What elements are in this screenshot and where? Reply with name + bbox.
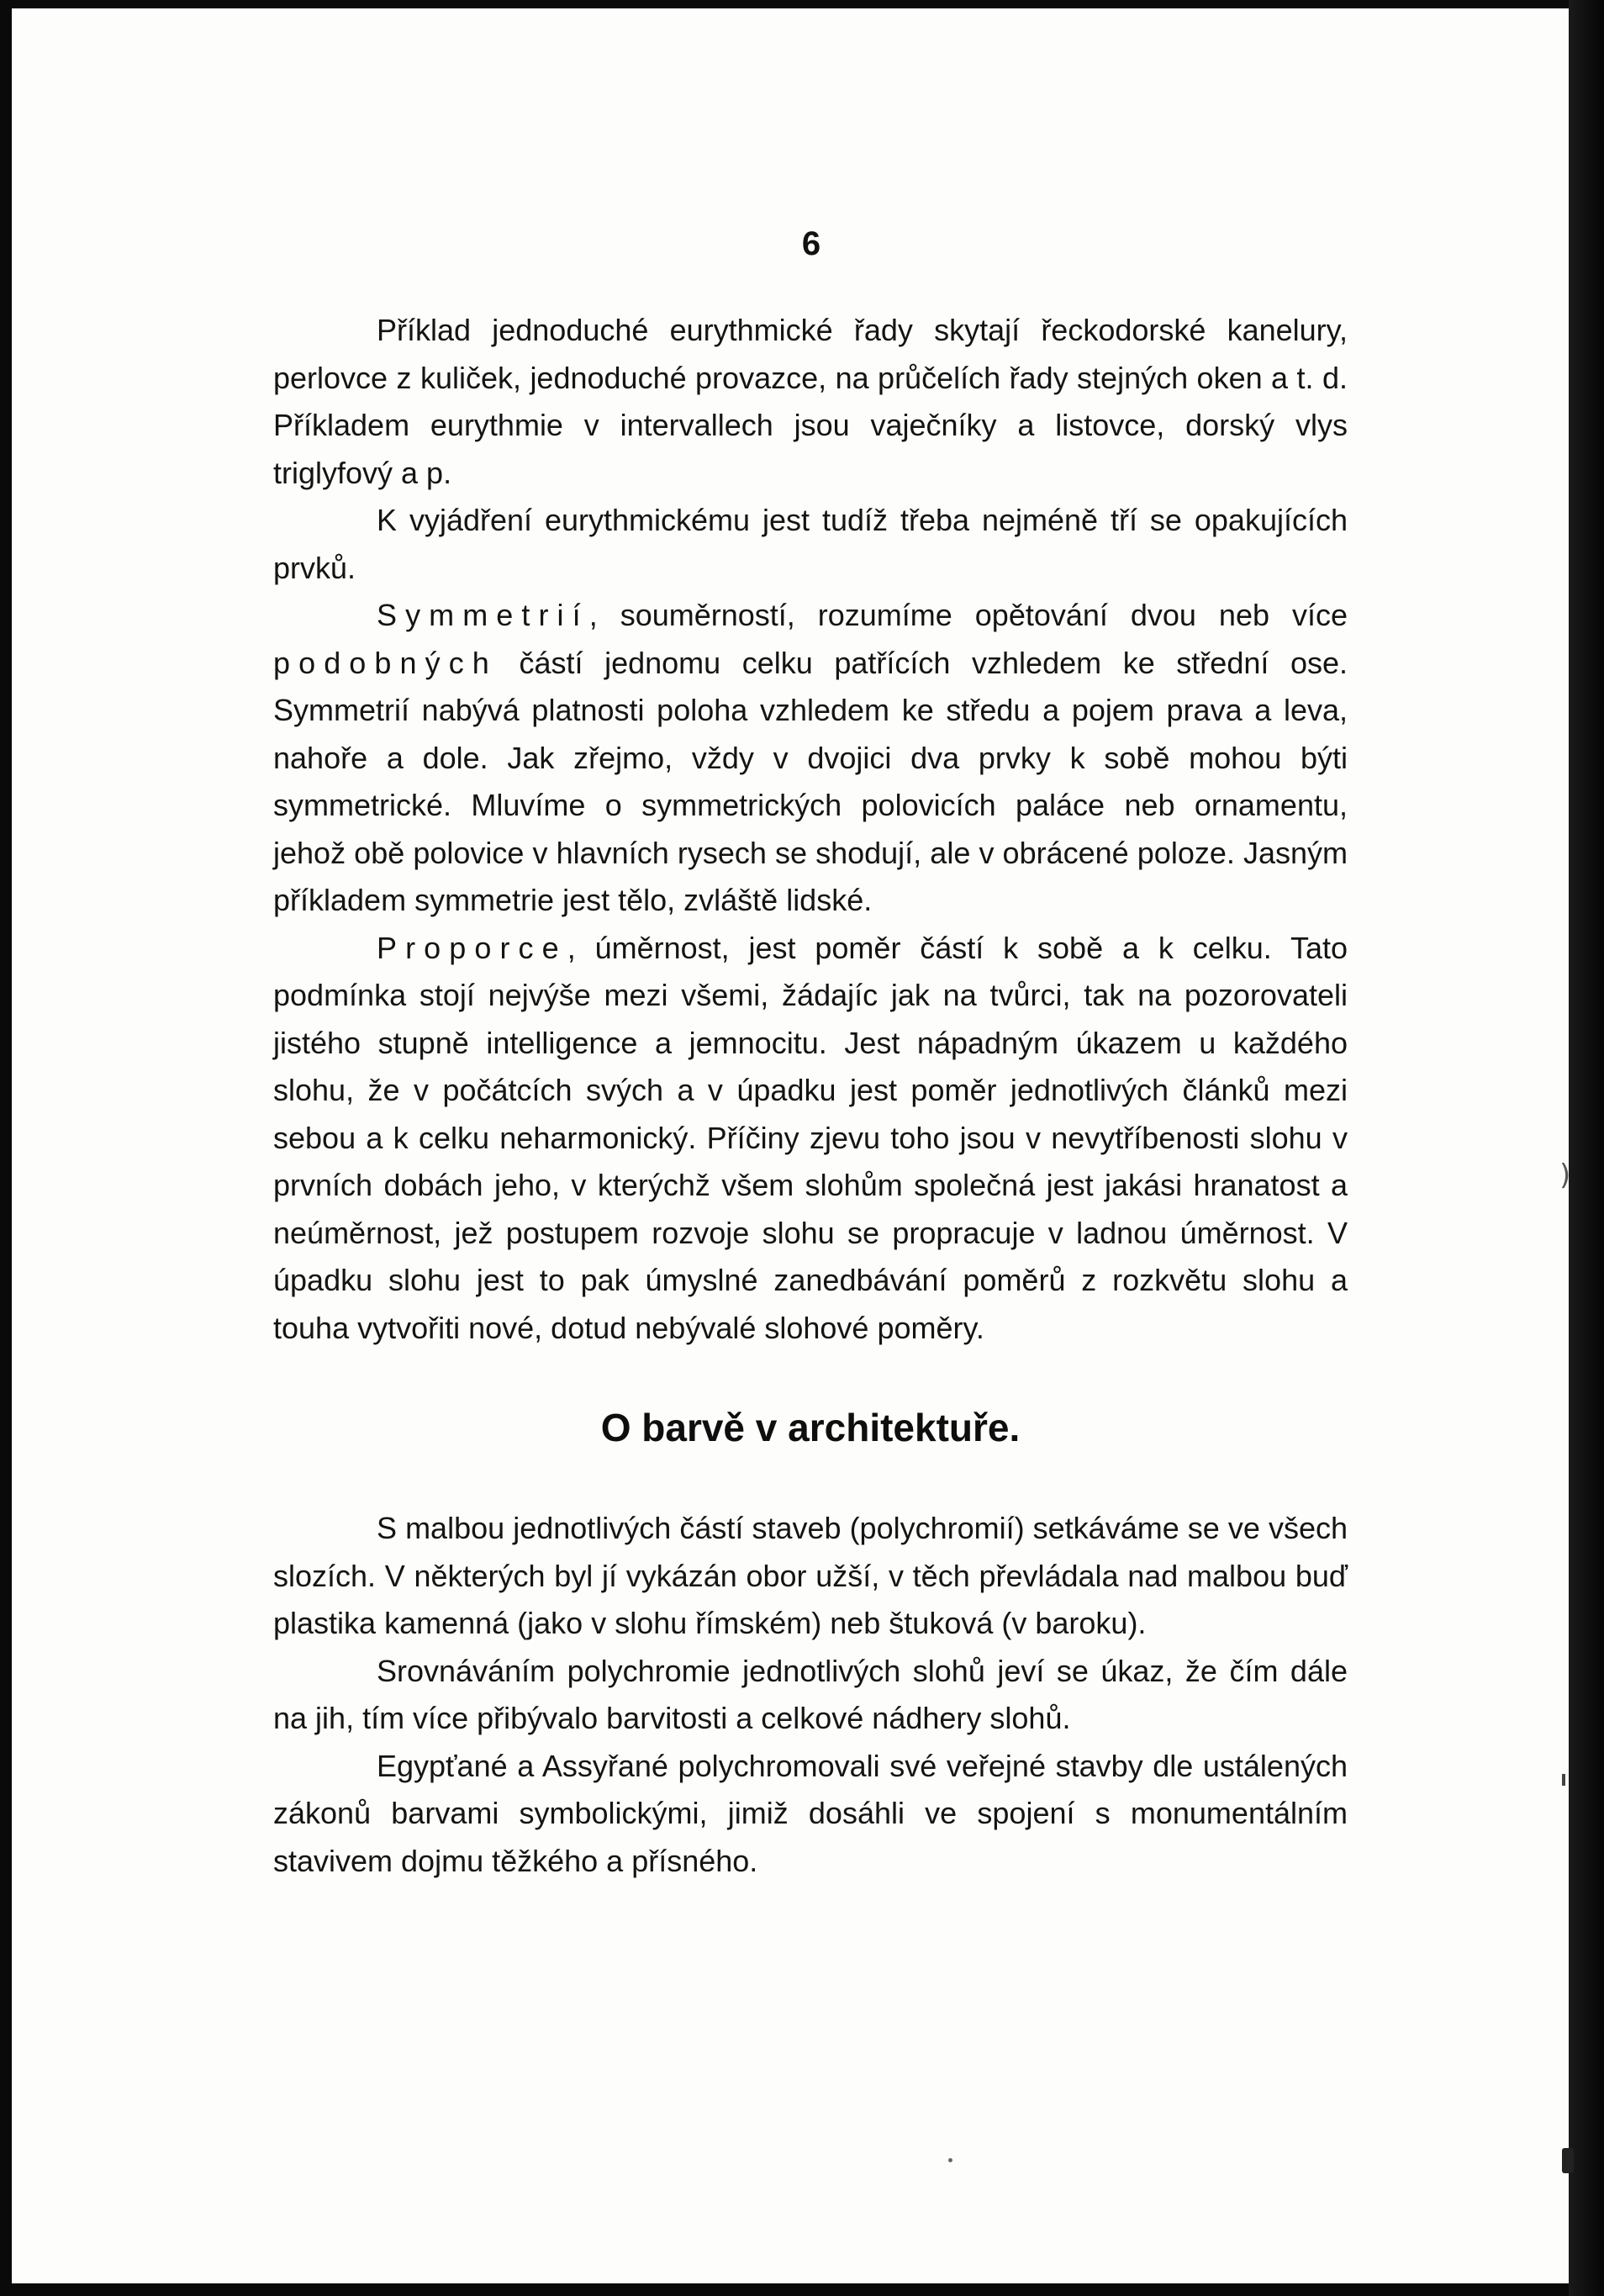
paragraph-proportion [273, 925, 1348, 1353]
ink-speck [948, 2158, 952, 2162]
emphasis-similar: podobných [273, 645, 498, 680]
symmetry-definition: , souměrností, rozumíme opětování dvou neb více [588, 598, 1348, 632]
term-proportion: Proporce [377, 930, 567, 965]
paragraph-eurythmy-examples: Příklad jednoduché eurythmické řady skytají řeckodorské kanelury, perlovce z kuliček, jednoduché provazce, na průčelích řady stejných oken a t. d. Příkladem eurythmie v intervallech jsou vaječníky a listovce, dorský vlys triglyfový a p. [273, 313, 1348, 490]
page-edge-shadow [1569, 0, 1604, 2296]
proportion-body: , úměrnost, jest poměr částí k sobě a k celku. Tato podmínka stojí nejvýše mezi všemi, žádajíc jak na tvůrci, tak na pozorovateli jistého stupně intelligence a jemnocitu. Jest nápadným úkazem u každého slohu, že v počátcích svých a v úpadku jest poměr jednotlivých článků mezi sebou a k celku neharmonický. Příčiny zjevu toho jsou v nevytříbenosti slohu v prvních dobách jeho, v kterýchž všem slohům společná jest jakási hranatost a neúměrnost, jež postupem rozvoje slohu se propracuje v ladnou úměrnost. V úpadku slohu jest to pak úmyslné zanedbávání poměrů z rozkvětu slohu a touha vytvořiti nové, dotud nebývalé slohové poměry. [273, 930, 1348, 1345]
section-heading: O barvě v architektuře. [600, 1406, 1021, 1449]
paragraph-symmetry [273, 592, 1348, 925]
paragraph-south: Srovnáváním polychromie jednotlivých slohů jeví se úkaz, že čím dále na jih, tím více přibývalo barvitosti a celkové nádhery slohů. [273, 1653, 1348, 1735]
term-symmetry: Symmetrií [377, 598, 589, 632]
page-number: 6 [801, 225, 821, 262]
body-text [273, 307, 1348, 1885]
margin-paren-mark: ) [1559, 1159, 1571, 1192]
paragraph-egypt-assyria: Egypťané a Assyřané polychromovali své veřejné stavby dle ustálených zákonů barvami symbolickými, jimiž dosáhli ve spojení s monumentálním stavivem dojmu těžkého a přísného. [273, 1748, 1348, 1878]
edge-blemish [1562, 2148, 1574, 2173]
paragraph-eurythmy-requirement: K vyjádření eurythmickému jest tudíž třeba nejméně tří se opakujících prvků. [273, 503, 1348, 585]
margin-tick-mark [1562, 1774, 1565, 1786]
paragraph-polychromy: S malbou jednotlivých částí staveb (polychromií) setkáváme se ve všech slozích. V některých byl jí vykázán obor užší, v těch převládala nad malbou buď plastika kamenná (jako v slohu římském) neb štuková (v baroku). [273, 1511, 1348, 1640]
symmetry-body: částí jednomu celku patřících vzhledem ke střední ose. Symmetrií nabývá platnosti poloha vzhledem ke středu a pojem prava a leva, nahoře a dole. Jak zřejmo, vždy v dvojici dva prvky k sobě mohou býti symmetrické. Mluvíme o symmetrických polovicích paláce neb ornamentu, jehož obě polovice v hlavních rysech se shodují, ale v obrácené poloze. Jasným příkladem symmetrie jest tělo, zvláště lidské. [273, 645, 1348, 917]
